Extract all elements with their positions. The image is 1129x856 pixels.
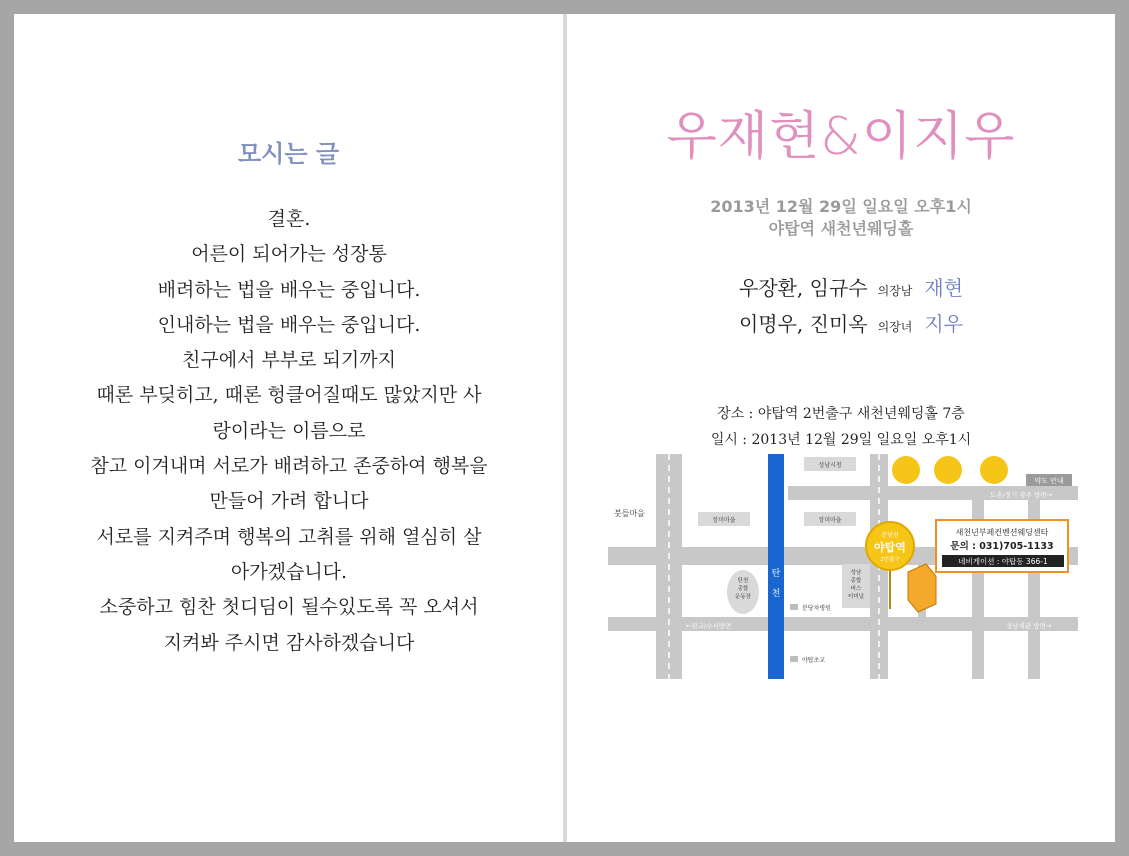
landmark-circle-2	[934, 456, 962, 484]
message-line: 어른이 되어가는 성장통	[191, 243, 387, 266]
stadium-block	[727, 570, 759, 614]
hall-line: 야탑역 새천년웨딩홀	[768, 219, 914, 238]
ceremony-datetime	[567, 196, 1115, 240]
venue-time: 일시 : 2013년 12월 29일 일요일 오후1시	[710, 432, 972, 448]
landmark-circle-3	[980, 456, 1008, 484]
message-line: 지켜봐 주시면 감사하겠습니다	[163, 631, 415, 654]
message-line: 배려하는 법을 배우는 중입니다.	[157, 278, 421, 301]
groom-parents: 우장환, 임규수	[738, 276, 868, 300]
hospital-marker	[790, 604, 798, 610]
right-page	[567, 14, 1115, 842]
message-line: 만들어 가려 합니다	[209, 490, 369, 513]
message-line: 아가겠습니다.	[230, 560, 348, 583]
landmark-circle-1	[892, 456, 920, 484]
label-jangmi-2: 장미마을	[818, 517, 842, 524]
message-line: 결혼.	[267, 208, 311, 230]
label-city-hall: 성남시청	[818, 462, 842, 469]
location-map	[608, 454, 1078, 679]
label-jangmi-1: 장미마을	[712, 517, 736, 524]
label-terminal-4: 터미널	[848, 594, 864, 600]
message-line: 때론 부딪히고, 때론 헝클어질때도 많았지만 사	[96, 384, 482, 407]
venue-info	[567, 401, 1115, 453]
pin-label-line: 분당선	[881, 532, 899, 539]
date-line: 2013년 12월 29일 일요일 오후1시	[710, 197, 972, 216]
label-direction-seongnam: 성남세관 방면→	[1006, 622, 1052, 630]
message-line: 참고 이겨내며 서로가 배려하고 존중하여 행복을	[90, 455, 488, 478]
pin-label-station: 야탑역	[874, 541, 906, 554]
label-hospital: 분당차병원	[802, 605, 831, 612]
label-school: 야탑초교	[802, 657, 826, 664]
map-svg	[608, 454, 1078, 679]
groom-relation: 의장남	[877, 284, 913, 298]
invitation-message	[69, 202, 509, 661]
left-page	[14, 14, 563, 842]
school-marker	[790, 656, 798, 662]
label-stadium: 탄천	[737, 578, 749, 584]
bride-name: 지우	[924, 312, 964, 336]
couple-names-title: 우재현&이지우	[666, 107, 1016, 167]
left-page-title: 모시는 글	[237, 140, 340, 168]
bride-relation: 의장녀	[877, 320, 913, 334]
wedding-hall-building	[908, 564, 936, 612]
label-terminal-3: 버스	[850, 586, 862, 592]
label-songdeul: 붓들마을	[614, 509, 645, 518]
label-terminal-2: 종합	[850, 578, 862, 584]
bride-parents: 이명우, 진미옥	[738, 312, 868, 336]
tancheon-river	[768, 454, 784, 679]
message-line: 서로를 지켜주며 행복의 고취를 위해 열심히 살	[96, 525, 482, 548]
label-terminal-1: 성남	[850, 570, 862, 576]
label-direction-gwangyo: ←판교/수서방면	[686, 622, 732, 630]
label-stadium-3: 운동장	[735, 594, 751, 600]
label-stadium-2: 종합	[737, 586, 749, 592]
river-label-tan: 탄	[771, 569, 781, 579]
groom-name: 재현	[924, 276, 964, 300]
label-direction-dogo: 도촌/경기 광주 방면→	[990, 491, 1053, 499]
groom-row	[567, 272, 1115, 308]
bride-row	[567, 308, 1115, 344]
message-line: 인내하는 법을 배우는 중입니다.	[157, 313, 421, 336]
info-box-phone: 문의 : 031)705-1133	[950, 541, 1054, 552]
info-box-title: 새천년부페컨벤션웨딩센타	[955, 528, 1049, 537]
family-info	[567, 272, 1115, 344]
venue-place: 장소 : 야탑역 2번출구 새천년웨딩홀 7층	[717, 406, 965, 422]
message-line: 친구에서 부부로 되기까지	[182, 349, 396, 372]
pin-label-exit: 2번출구	[880, 557, 900, 563]
message-line: 소중하고 힘찬 첫디딤이 될수있도록 꼭 오셔서	[99, 596, 479, 619]
map-legend-label: 약도 안내	[1034, 477, 1064, 485]
river-label-cheon: 천	[771, 589, 781, 599]
message-line: 랑이라는 이름으로	[212, 419, 366, 442]
info-box-nav: 네비게이션 : 야탑동 366-1	[958, 557, 1048, 566]
